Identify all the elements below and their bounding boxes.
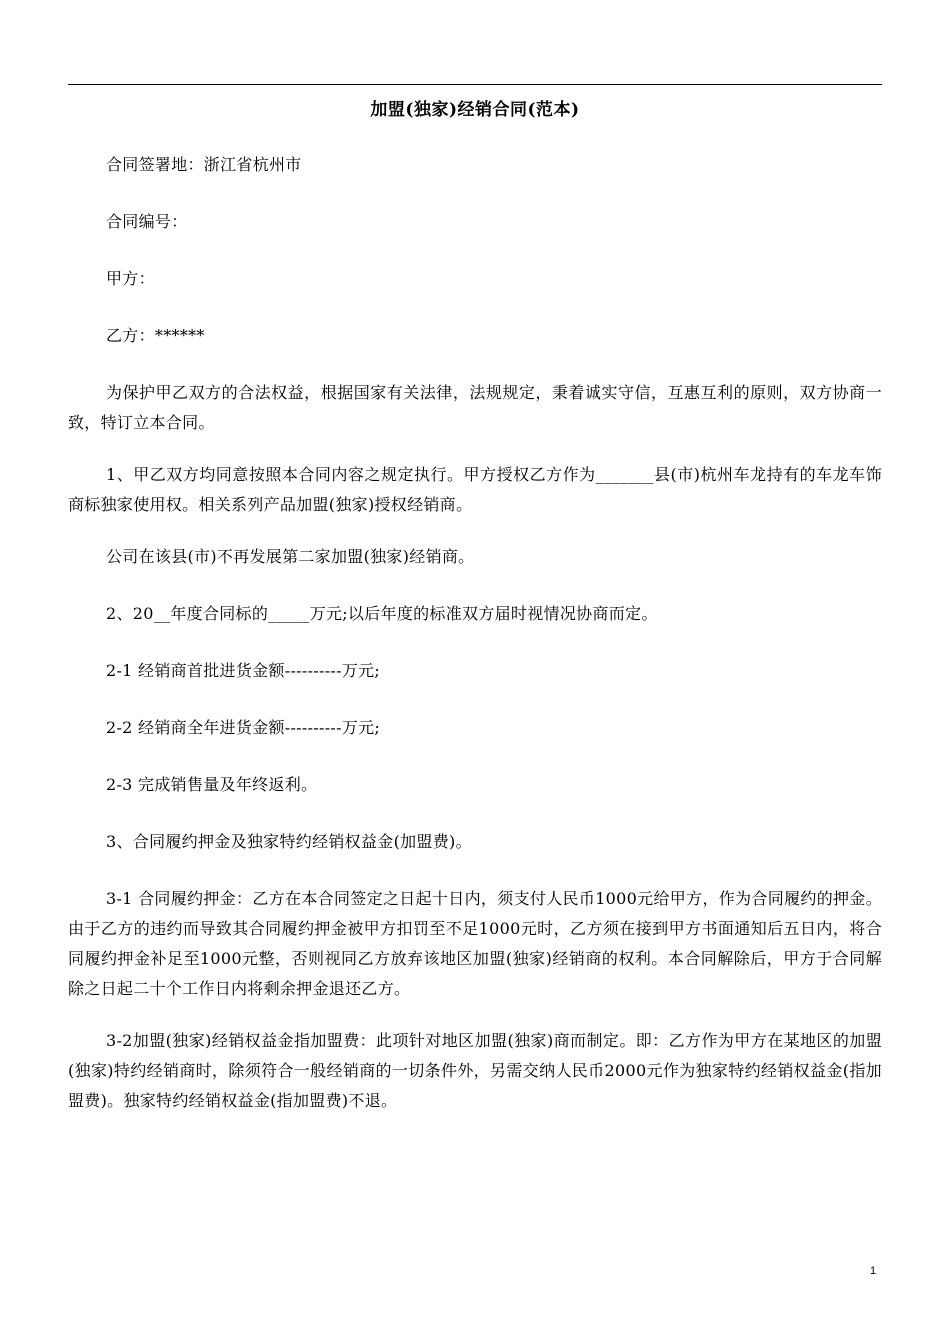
clause-1-note: 公司在该县(市)不再发展第二家加盟(独家)经销商。 — [106, 547, 475, 566]
page-number: 1 — [870, 1265, 877, 1277]
document-title: 加盟(独家)经销合同(范本) — [370, 100, 580, 120]
clause-2-2: 2-2 经销商全年进货金额----------万元; — [106, 718, 381, 737]
clause-3-1: 3-1 合同履约押金：乙方在本合同签定之日起十日内，须支付人民币1000元给甲方，作为合同履约的押金。由于乙方的违约而导致其合同履约押金被甲方扣罚至不足1000元时，乙方须在接到甲方书面通知后五日内，将合同履约押金补足至1000元整，否则视同乙方放弃该地区加盟(独家)经销商的权利。本合同解除后，甲方于合同解除之日起二十个工作日内将剩余押金退还乙方。 — [68, 889, 882, 998]
clause-1: 1、甲乙双方均同意按照本合同内容之规定执行。甲方授权乙方作为_______县(市)杭州车龙持有的车龙车饰商标独家使用权。相关系列产品加盟(独家)授权经销商。 — [68, 465, 882, 514]
header-rule — [68, 84, 882, 85]
clause-2-1: 2-1 经销商首批进货金额----------万元; — [106, 661, 381, 680]
party-a: 甲方： — [106, 269, 155, 288]
preamble-paragraph: 为保护甲乙双方的合法权益，根据国家有关法律，法规规定，秉着诚实守信，互惠互利的原则，双方协商一致，特订立本合同。 — [68, 383, 882, 432]
document-body — [68, 150, 882, 1138]
clause-3: 3、合同履约押金及独家特约经销权益金(加盟费)。 — [106, 832, 472, 851]
contract-number: 合同编号： — [106, 212, 188, 231]
clause-2-3: 2-3 完成销售量及年终返利。 — [106, 775, 318, 794]
signing-place: 合同签署地：浙江省杭州市 — [106, 155, 302, 174]
clause-2: 2、20__年度合同标的_____万元;以后年度的标准双方届时视情况协商而定。 — [106, 604, 658, 623]
party-b: 乙方：****** — [106, 326, 205, 345]
clause-3-2: 3-2加盟(独家)经销权益金指加盟费：此项针对地区加盟(独家)商而制定。即：乙方作为甲方在某地区的加盟(独家)特约经销商时，除须符合一般经销商的一切条件外，另需交纳人民币2000元作为独家特约经销权益金(指加盟费)。独家特约经销权益金(指加盟费)不退。 — [68, 1031, 882, 1110]
